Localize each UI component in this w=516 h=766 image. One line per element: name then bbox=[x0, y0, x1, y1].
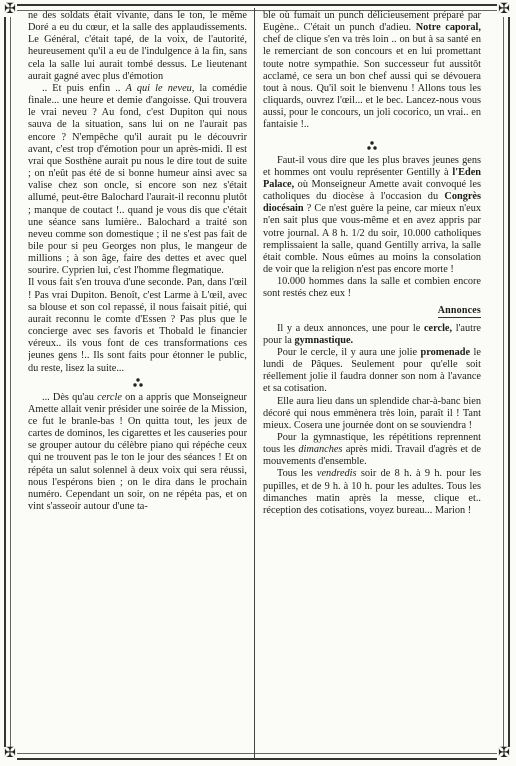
annonces-heading: Annonces bbox=[437, 305, 481, 317]
fleuron-ornament bbox=[263, 140, 481, 153]
paragraph: ne des soldats était vivante, dans le ton, le même Doré a eu du cœur, et la salle des applaudissements. Le Général, c'était tapé, de la voix, de l'autorité, heureusement qu'il a eu de l'indulgence à la fin, sans cela la salle lui aurait tombé dessus. Le lieutenant aurait gagné avec plus d'émotion bbox=[28, 10, 247, 82]
corner-cross-ornament: ✠ bbox=[4, 2, 16, 17]
paragraph: ... Dès qu'au cercle on a appris que Monseigneur Amette allait venir présider une soirée de la Mission, ce fut le branle-bas ! On quitta tout, les jeux de cartes de dominos, les cigarettes et les causeries pour se grouper autour du célèbre piano qui répéche ceux qui ne trouvent pas le ton le jour des séances ! Et on répéta un salut solennel à deux voix qui sera réussi, nous l'espérons bien ; on le dira dans le prochain numéro. Cependant un soir, on ne répéta pas, et on vint s'asseoir autour d'une ta- bbox=[28, 391, 247, 513]
paragraph: Il vous fait s'en trouva d'une seconde. Pan, dans l'œil ! Pas vrai Dupiton. Benoît, c'est Larme à L'œil, avec sa blouse et son col repassé, il nous faisait pitié, qui aurait reconnu le comte d'Essen ? Pas plus que le concierge avec ses favoris et Thobald le financier véreux.. ils vous font de ces transformations ces jeunes gens !.. Ils sont faits pour étonner le public, du reste, lisez la suite... bbox=[28, 277, 247, 374]
column-divider bbox=[254, 8, 255, 758]
corner-cross-ornament: ✠ bbox=[4, 746, 16, 761]
corner-cross-ornament: ✠ bbox=[498, 746, 510, 761]
left-column bbox=[28, 10, 247, 752]
paragraph: Elle aura lieu dans un splendide char-à-banc bien décoré qui nous emmènera très loin, paraît il ! Tant mieux. Cosera une journée dont on se souviendra ! bbox=[263, 395, 481, 431]
paragraph: Pour la gymnastique, les répétitions reprennent tous les dimanches après midi. Travail d'agrès et de mouvements d'ensemble. bbox=[263, 432, 481, 468]
paragraph: .. Et puis enfin .. A qui le neveu, la comédie finale... une heure et demie d'angoisse. Qui trouvera le vrai neveu ? Au fond, c'est Dupiton qui nous sauva de la situation, sans lui on ne l'aurait pas encore ? N'empêche qu'il aurait pu le découvrir avant, c'est trop d'émotion pour un après-midi. Il est vrai que Sosthène aurait pu nous le dire tout de suite ; on n'eût pas été de si bonne humeur ainsi avec sa valise chez son oncle, si encore son nez s'était allumé, peut-être Balochard l'aurait-il reconnu plutôt ; manque de coutact !.. quand je vous dis que c'était une séance sans lumière.. Balochard a traité son neveu comme son domestique ; il ne s'est pas fait de bile pour si peu Georges non plus, le mangeur de millions ; à son âge, faire des dettes et avec quel sourire. Cyprien lui, c'est l'homme flegmatique. bbox=[28, 82, 247, 277]
paragraph: Faut-il vous dire que les plus braves jeunes gens et hommes ont voulu représenter Gentilly à l'Eden Palace, où Monseigneur Amette avait convoqué les catholiques du diocèse à l'occasion du Congrès diocésain ? Ce n'est guère la peine, car mieux n'eux n'en sait plus que vous-même et en avez appris par votre journal. A 8 h. 1/2 du soir, 10.000 catholiques remplissaient la salle, quand Gentilly arriva, la salle était comble. Nous eûmes au moins la consolation de voir que la religion n'est pas encore morte ! bbox=[263, 154, 481, 275]
paragraph: Il y a deux annonces, une pour le cercle, l'autre pour la gymnastique. bbox=[263, 322, 481, 346]
paragraph: Tous les vendredis soir de 8 h. à 9 h. pour les pupilles, et de 9 h. à 10 h. pour les adultes. Tous les dimanches matin après la messe, clique et.. réception des cotisations, voyez bureau... Marion ! bbox=[263, 468, 481, 516]
fleuron-ornament bbox=[28, 377, 247, 390]
right-column bbox=[263, 10, 481, 752]
paragraph: ble où fumait un punch délicieusement préparé par Eugène.. C'était un punch d'adieu. Notre caporal, chef de clique s'en va très loin .. on but à sa santé en le remerciant de son concours et en lui promettant toute notre sympathie. Son successeur fut aussitôt acclamé, ce sera un bon chef aussi qui se dévouera tout à nous. Qu'il soit le bienvenu ! Allons tous les cliquards, ouvrez l'œil... et le bec. Lancez-nous vous aussi, pour le concours, un joli cocorico, un vrai.. en fantaisie !.. bbox=[263, 10, 481, 131]
corner-cross-ornament: ✠ bbox=[498, 2, 510, 17]
paragraph: 10.000 hommes dans la salle et combien encore sont restés chez eux ! bbox=[263, 276, 481, 300]
paragraph: Pour le cercle, il y aura une jolie promenade le lundi de Pâques. Seulement pour qu'elle soit réellement jolie il faudra donner son nom à l'avance et sa cotisation. bbox=[263, 346, 481, 395]
